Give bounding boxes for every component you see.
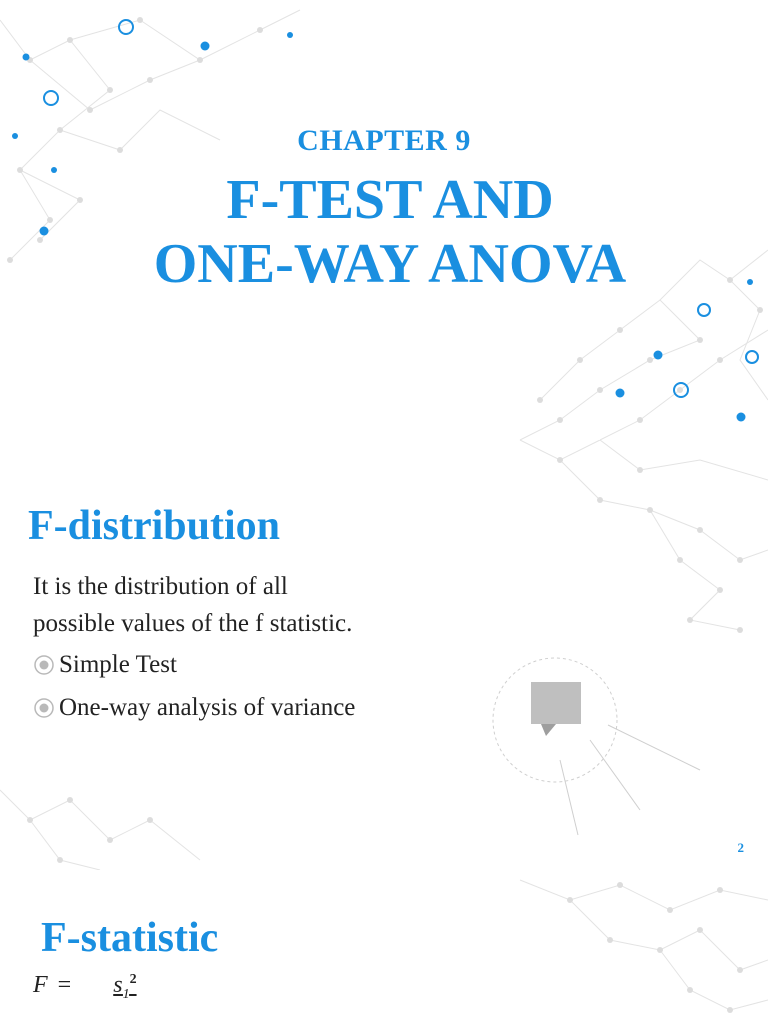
bullet-text: Simple Test [59,651,177,678]
f-statistic-formula [33,972,141,1003]
target-bullet-icon [33,654,55,676]
numerator-variable: s [113,972,123,998]
definition-paragraph [33,568,453,642]
formula-equals: = [57,972,72,998]
title-line-1: F-TEST AND [226,169,554,231]
bullet-text: One-way analysis of variance [59,694,356,721]
paragraph-line-1: It is the distribution of all [33,573,288,600]
numerator-superscript: 2 [129,972,137,987]
page-number: 2 [737,840,744,855]
slide-title [0,0,768,440]
heading-f-statistic: F-statistic [41,915,219,961]
formula-lhs: F [33,972,48,998]
paragraph-line-2: possible values of the f statistic. [33,610,353,637]
title-line-2: ONE-WAY ANOVA [153,233,627,295]
heading-f-distribution: F-distribution [28,503,281,549]
slide-f-distribution [0,440,768,870]
bullet-item-2 [33,693,355,723]
numerator-subscript: 1 [122,986,130,1002]
slide-f-statistic [0,870,768,1024]
formula-numerator [85,972,140,1003]
target-bullet-icon [33,697,55,719]
bullet-item-1 [33,650,177,680]
chapter-label: CHAPTER 9 [297,124,471,157]
slide-title-text [0,168,768,296]
callout-icon [531,682,581,724]
